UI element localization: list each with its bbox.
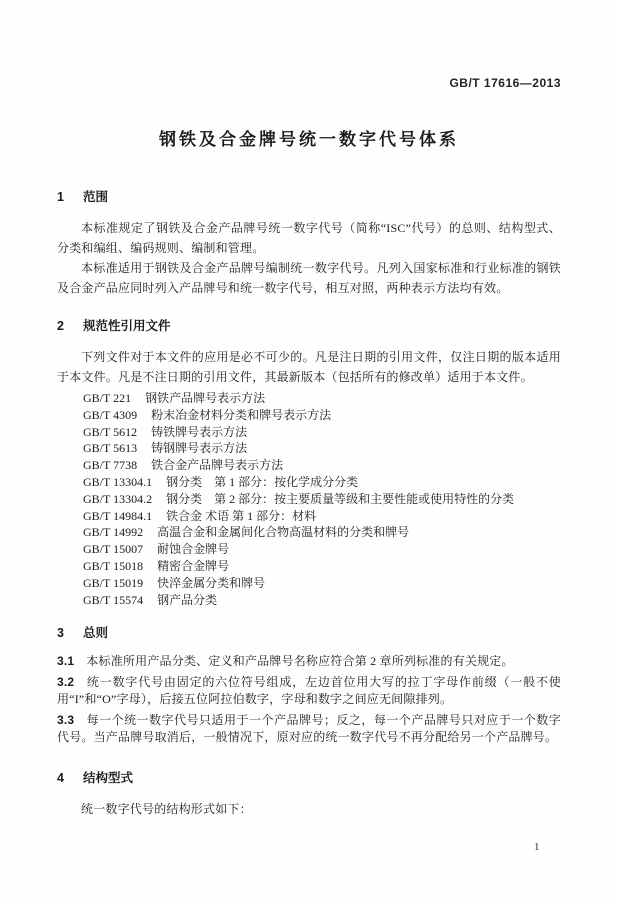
reference-title: 精密合金牌号 [157,558,230,573]
clause [57,712,561,747]
clause-list [57,653,561,747]
reference-code: GB/T 13304.2 [83,491,153,506]
reference-code: GB/T 13304.1 [83,474,153,489]
paragraph: 下列文件对于本文件的应用是必不可少的。凡是注日期的引用文件，仅注日期的版本适用于本文件。凡是不注日期的引用文件，其最新版本（包括所有的修改单）适用于本文件。 [57,350,561,384]
reference-title: 高温合金和金属间化合物高温材料的分类和牌号 [157,525,410,540]
reference-item [83,390,561,407]
clause-number: 3.1 [57,654,75,669]
clause-text: 每一个统一数字代号只适用于一个产品牌号；反之，每一个产品牌号只对应于一个数字代号。当产品牌号取消后，一般情况下，原对应的统一数字代号不再分配给另一个产品牌号。 [57,712,561,745]
section-heading [57,190,561,205]
reference-code: GB/T 7738 [83,458,138,473]
document-title: 钢铁及合金牌号统一数字代号体系 [159,130,459,149]
clause [57,653,561,671]
reference-title: 钢分类 第 2 部分：按主要质量等级和主要性能或使用特性的分类 [166,491,515,506]
reference-code: GB/T 4309 [83,407,138,422]
reference-title: 钢分类 第 1 部分：按化学成分分类 [166,474,359,489]
clause-number: 3.3 [57,712,75,727]
clause [57,674,561,709]
section-title: 结构型式 [83,770,134,785]
reference-code: GB/T 221 [83,391,132,405]
standard-code: GB/T 17616—2013 [449,76,561,90]
clause-number: 3.2 [57,674,75,689]
reference-list [57,390,561,608]
reference-code: GB/T 14992 [83,525,144,540]
reference-item [83,558,561,575]
section-structure-type [57,771,561,819]
section-number: 4 [57,770,64,785]
reference-title: 钢铁产品牌号表示方法 [145,391,266,405]
reference-item [83,524,561,541]
reference-code: GB/T 14984.1 [83,508,153,523]
reference-title: 铸钢牌号表示方法 [151,441,248,456]
section-heading [57,626,561,641]
reference-item [83,575,561,592]
reference-item [83,407,561,424]
section-heading [57,319,561,334]
section-title: 范围 [83,190,109,204]
section-number: 3 [57,626,64,641]
section-title: 规范性引用文件 [83,319,171,333]
reference-title: 铁合金 术语 第 1 部分：材料 [166,508,317,523]
reference-code: GB/T 15019 [83,575,144,590]
reference-title: 耐蚀合金牌号 [157,542,230,557]
reference-title: 铁合金产品牌号表示方法 [151,458,284,473]
page-number: 1 [534,841,540,853]
reference-item [83,508,561,525]
section-number: 1 [57,190,64,204]
paragraph: 本标准适用于钢铁及合金产品牌号编制统一数字代号。凡列入国家标准和行业标准的钢铁及合金产品应同时列入产品牌号和统一数字代号，相互对照，两种表示方法均有效。 [57,261,561,295]
reference-title: 快淬金属分类和牌号 [157,575,266,590]
reference-item [83,457,561,474]
section-title: 总则 [83,626,109,641]
reference-code: GB/T 5612 [83,424,138,439]
section-scope [57,190,561,298]
reference-item [83,491,561,508]
reference-item [83,592,561,609]
paragraph: 本标准规定了钢铁及合金产品牌号统一数字代号（简称“ISC”代号）的总则、结构型式、分类和编组、编码规则、编制和管理。 [57,221,561,255]
reference-title: 粉末冶金材料分类和牌号表示方法 [151,407,332,422]
paragraph: 统一数字代号的结构形式如下： [81,801,252,816]
page-footer [534,837,540,855]
reference-item [83,474,561,491]
reference-code: GB/T 15574 [83,592,144,607]
section-heading [57,771,561,786]
reference-title: 钢产品分类 [157,592,218,607]
section-number: 2 [57,319,64,333]
section-normative-references [57,319,561,608]
reference-code: GB/T 5613 [83,441,138,456]
clause-text: 本标准所用产品分类、定义和产品牌号名称应符合第 2 章所列标准的有关规定。 [86,654,514,669]
reference-item [83,424,561,441]
reference-item [83,440,561,457]
section-general-rules [57,626,561,747]
reference-title: 铸铁牌号表示方法 [151,424,248,439]
reference-code: GB/T 15018 [83,558,144,573]
clause-text: 统一数字代号由固定的六位符号组成，左边首位用大写的拉丁字母作前缀（一般不使用“I”和“O”字母），后接五位阿拉伯数字，字母和数字之间应无间隙排列。 [57,674,561,707]
reference-code: GB/T 15007 [83,542,144,557]
reference-item [83,541,561,558]
page-header [57,0,561,92]
